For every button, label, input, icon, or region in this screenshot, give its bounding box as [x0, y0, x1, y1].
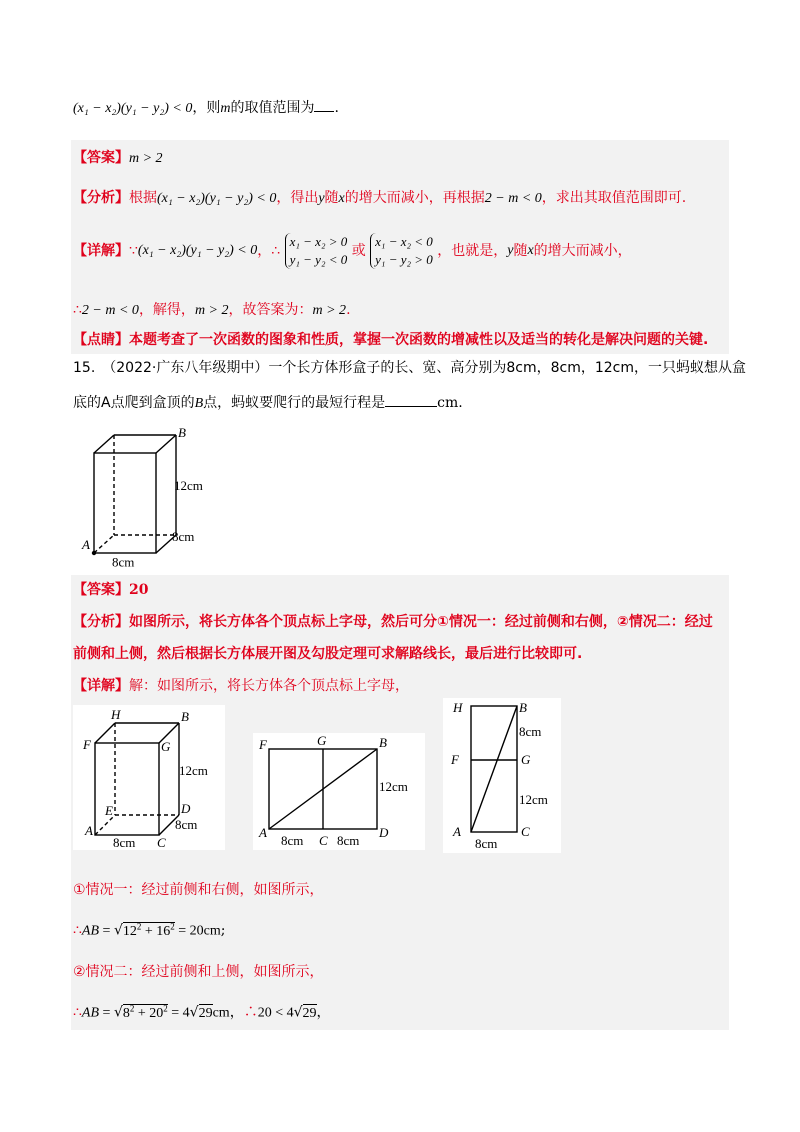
- svg-text:B: B: [181, 709, 189, 724]
- system-b: x₁ − x₂ < 0 y₁ − y₂ > 0: [370, 233, 433, 269]
- detail-line-1: 【详解】∵(x₁ − x₂)(y₁ − y₂) < 0，∴ x₁ − x₂ > 0 y₁ − y₂ < 0 或 x₁ − x₂ < 0 y₁ − y₂ > 0 ，也就是，y随x的增大而减小，: [73, 234, 632, 267]
- analysis-line-2a: 【分析】如图所示，将长方体各个顶点标上字母，然后可分①情况一：经过前侧和右侧，②情况二：经过: [73, 614, 713, 630]
- svg-text:H: H: [111, 707, 121, 722]
- case-1-title: ①情况一：经过前侧和右侧，如图所示，: [73, 882, 324, 898]
- answer-line-1: 【答案】m > 2: [73, 150, 163, 166]
- answer-blank: [314, 97, 334, 112]
- figure-labeled-cuboid: [73, 705, 225, 850]
- analysis-line-1: 【分析】根据(x₁ − x₂)(y₁ − y₂) < 0，得出y随x的增大而减小，再根据2 − m < 0，求出其取值范围即可.: [73, 190, 687, 206]
- svg-text:D: D: [379, 825, 389, 840]
- detail-line-1b: ∴2 − m < 0，解得，m > 2，故答案为：m > 2.: [73, 302, 351, 318]
- label-b: B: [178, 425, 186, 440]
- svg-text:12cm: 12cm: [379, 779, 408, 794]
- detail-line-2: 【详解】解：如图所示，将长方体各个顶点标上字母，: [73, 678, 409, 694]
- svg-text:B: B: [379, 735, 387, 750]
- figure-net-front-right: [253, 733, 425, 850]
- point-a: [92, 551, 96, 555]
- label-width: 8cm: [172, 529, 195, 544]
- question-15-line-2: 底的A点爬到盒顶的B点，蚂蚁要爬行的最短行程是 cm.: [73, 392, 463, 414]
- figure-net-front-top: [443, 698, 561, 853]
- comment-line-1: 【点睛】本题考查了一次函数的图象和性质，掌握一次函数的增减性以及适当的转化是解决问题的关键.: [73, 332, 709, 348]
- question-15-line-1: 15. （2022·广东八年级期中）一个长方体形盒子的长、宽、高分别为8cm，8cm，12cm，一只蚂蚁想从盒: [73, 360, 746, 376]
- svg-text:B: B: [519, 700, 527, 715]
- svg-text:8cm: 8cm: [337, 833, 360, 848]
- svg-text:D: D: [181, 801, 191, 816]
- case-1-formula: ∴AB = $√12^2 + 16^2 = 20cm$;: [73, 921, 226, 939]
- inequality: (x₁ − x₂)(y₁ − y₂) < 0: [73, 101, 193, 116]
- svg-text:12cm: 12cm: [519, 792, 548, 807]
- svg-text:8cm: 8cm: [475, 836, 498, 851]
- question-tail: (x₁ − x₂)(y₁ − y₂) < 0，则m的取值范围为 .: [73, 97, 339, 119]
- svg-text:12cm: 12cm: [179, 763, 208, 778]
- sqrt-1: $12^2 + 16^2$: [122, 921, 175, 939]
- svg-text:A: A: [453, 824, 461, 839]
- svg-text:F: F: [451, 752, 459, 767]
- svg-text:8cm: 8cm: [175, 817, 198, 832]
- label-length: 8cm: [112, 554, 135, 570]
- svg-text:G: G: [161, 739, 171, 754]
- svg-text:8cm: 8cm: [281, 833, 304, 848]
- label-height: 12cm: [174, 478, 203, 493]
- svg-text:F: F: [259, 737, 267, 752]
- svg-text:F: F: [83, 737, 91, 752]
- front-face: [94, 453, 156, 553]
- svg-text:C: C: [521, 824, 530, 839]
- svg-text:H: H: [453, 700, 463, 715]
- svg-text:G: G: [317, 733, 327, 748]
- case-2-title: ②情况二：经过前侧和上侧，如图所示，: [73, 964, 324, 980]
- svg-text:8cm: 8cm: [519, 724, 542, 739]
- answer-line-2: 【答案】20: [73, 582, 149, 598]
- system-a: x₁ − x₂ > 0 y₁ − y₂ < 0: [285, 233, 348, 269]
- svg-text:C: C: [319, 833, 328, 848]
- svg-text:A: A: [85, 823, 93, 838]
- svg-text:E: E: [105, 803, 113, 818]
- svg-text:C: C: [157, 835, 166, 850]
- svg-text:A: A: [259, 825, 267, 840]
- answer-blank: [385, 392, 437, 407]
- case-2-formula: ∴AB = $√8^2 + 20^2 = 4√29cm$，∴20 < 4√29，: [73, 1003, 331, 1021]
- label-a: A: [82, 537, 90, 552]
- analysis-line-2b: 前侧和上侧，然后根据长方体展开图及勾股定理可求解路线长，最后进行比较即可.: [73, 646, 583, 662]
- svg-text:8cm: 8cm: [113, 835, 136, 850]
- figure-cuboid: [78, 425, 218, 570]
- svg-text:G: G: [521, 752, 531, 767]
- sqrt-2: $8^2 + 20^2$: [122, 1003, 168, 1021]
